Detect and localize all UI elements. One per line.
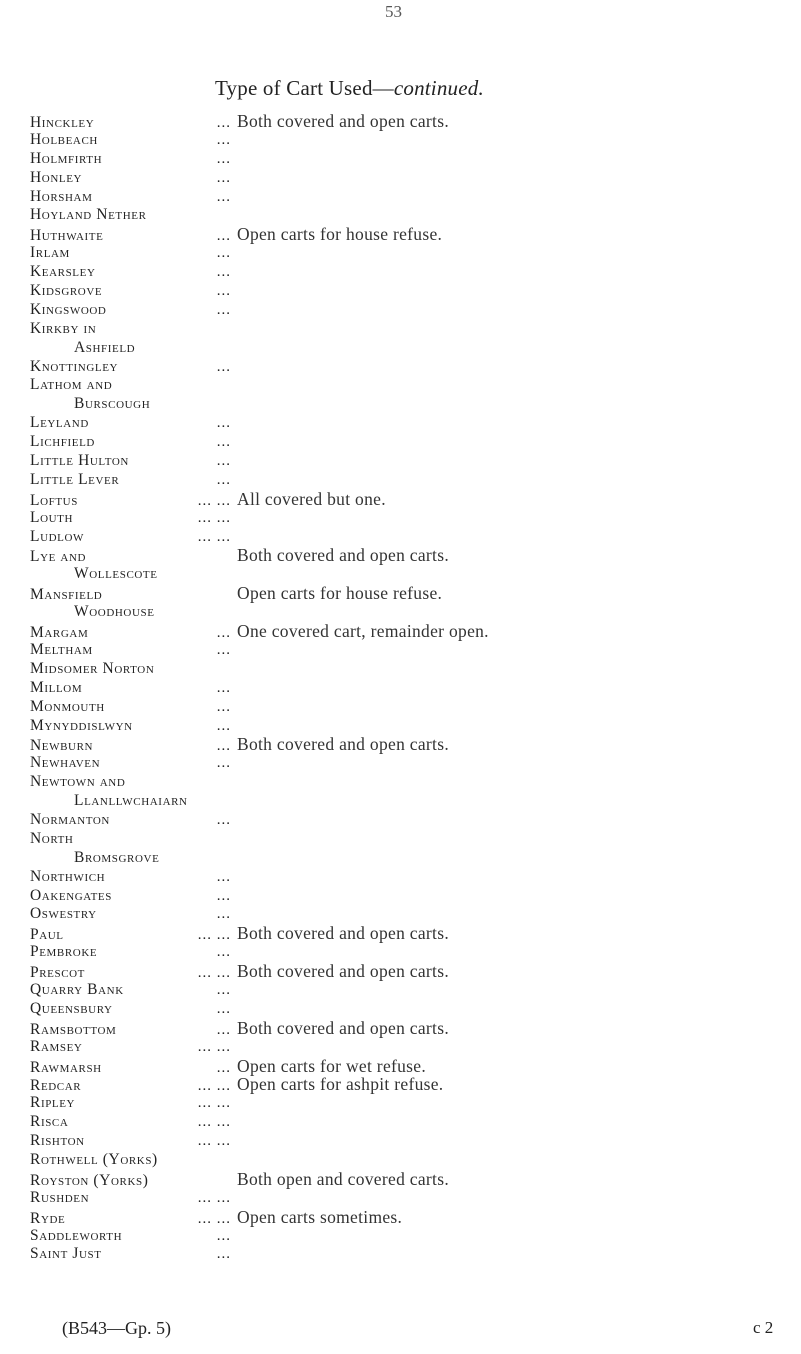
entry-line — [30, 131, 801, 150]
entry-line — [30, 717, 801, 736]
column-heading — [215, 76, 484, 101]
place-name: Margam — [30, 624, 89, 642]
entry-line-continued — [30, 395, 801, 414]
place-name: Lye and — [30, 548, 87, 566]
entry-line — [30, 811, 801, 830]
place-cell — [30, 773, 237, 792]
entry-line — [30, 887, 801, 906]
place-name: Northwich — [30, 867, 106, 885]
leader-dots: ... — [216, 1246, 231, 1263]
place-cell — [30, 1000, 237, 1019]
place-name: Newtown and — [30, 773, 126, 791]
cart-type-note: Both covered and open carts. — [237, 111, 450, 131]
leader-dots: ... ... — [197, 1133, 231, 1150]
list-item — [30, 376, 801, 414]
list-item — [30, 225, 801, 244]
place-name: Hinckley — [30, 114, 95, 131]
entry-line — [30, 320, 801, 339]
entry-line-continued — [30, 792, 801, 811]
list-item — [30, 981, 801, 1000]
entry-line — [30, 622, 801, 641]
leader-dots: ... — [216, 944, 231, 961]
leader-dots: ... — [216, 415, 231, 432]
place-name: Ramsey — [30, 1037, 83, 1055]
place-cell — [30, 131, 237, 150]
list-item — [30, 1189, 801, 1208]
entry-line-continued — [30, 849, 801, 868]
place-name: Oswestry — [30, 905, 97, 923]
list-item — [30, 414, 801, 433]
entry-line — [30, 660, 801, 679]
list-item — [30, 1245, 801, 1264]
leader-dots: ... — [216, 1059, 231, 1076]
entry-line — [30, 509, 801, 528]
entries-list — [30, 112, 801, 1264]
list-item — [30, 112, 801, 131]
cart-type-note: All covered but one. — [237, 488, 386, 509]
leader-dots: ... ... — [197, 1114, 231, 1131]
list-item — [30, 622, 801, 641]
place-cell — [30, 698, 237, 717]
cart-type-note: Both covered and open carts. — [237, 1017, 450, 1038]
place-cell — [30, 981, 237, 1000]
leader-dots: ... — [216, 641, 231, 658]
list-item — [30, 433, 801, 452]
leader-dots: ... ... — [197, 1210, 231, 1227]
entry-line — [30, 1189, 801, 1208]
leader-dots: ... ... — [197, 509, 231, 526]
leader-dots: ... — [216, 188, 231, 205]
entry-line — [30, 263, 801, 282]
cart-type-note: Both open and covered carts. — [237, 1168, 450, 1189]
list-item — [30, 1094, 801, 1113]
place-name: Pembroke — [30, 943, 98, 961]
entry-line — [30, 188, 801, 207]
entry-line — [30, 169, 801, 188]
place-cell — [30, 301, 237, 320]
cart-type-note: Both covered and open carts. — [237, 923, 450, 944]
list-item — [30, 1038, 801, 1057]
entry-line — [30, 924, 801, 943]
entry-line — [30, 641, 801, 660]
place-name: Paul — [30, 926, 64, 944]
entry-line — [30, 528, 801, 547]
list-item — [30, 452, 801, 471]
place-name: Midsomer Norton — [30, 659, 155, 677]
list-item — [30, 811, 801, 830]
place-name: Mansfield — [30, 586, 103, 604]
list-item — [30, 962, 801, 981]
place-name-continued: Llanllwchaiarn — [74, 792, 188, 810]
place-cell — [30, 320, 237, 339]
place-cell — [30, 244, 237, 263]
entry-line — [30, 962, 801, 981]
place-name: Kearsley — [30, 263, 96, 281]
leader-dots: ... — [216, 717, 231, 734]
leader-dots: ... — [216, 1227, 231, 1244]
place-cell — [30, 1245, 237, 1264]
place-cell — [30, 1094, 237, 1113]
place-cell — [30, 169, 237, 188]
list-item — [30, 1057, 801, 1076]
leader-dots: ... — [216, 471, 231, 488]
entry-line — [30, 225, 801, 244]
entry-line — [30, 1000, 801, 1019]
list-item — [30, 471, 801, 490]
place-name: Queensbury — [30, 999, 113, 1017]
place-cell — [30, 679, 237, 698]
place-cell — [30, 282, 237, 301]
place-cell — [30, 830, 237, 849]
list-item — [30, 943, 801, 962]
place-name-continued: Wollescote — [74, 565, 158, 583]
leader-dots: ... — [216, 868, 231, 885]
place-cell — [30, 905, 237, 924]
entry-line — [30, 1057, 801, 1076]
place-name: Quarry Bank — [30, 980, 124, 998]
entry-line — [30, 452, 801, 471]
place-name: Ripley — [30, 1094, 76, 1112]
list-item — [30, 169, 801, 188]
entry-line — [30, 1151, 801, 1170]
list-item — [30, 868, 801, 887]
list-item — [30, 1132, 801, 1151]
leader-dots: ... — [216, 738, 231, 755]
list-item — [30, 282, 801, 301]
list-item — [30, 263, 801, 282]
entry-line — [30, 679, 801, 698]
leader-dots: ... ... — [197, 1078, 231, 1095]
entry-line — [30, 1170, 801, 1189]
place-name: Ryde — [30, 1209, 66, 1227]
list-item — [30, 660, 801, 679]
place-cell — [30, 811, 237, 830]
list-item — [30, 546, 801, 584]
list-item — [30, 301, 801, 320]
leader-dots: ... — [216, 283, 231, 300]
entry-line — [30, 490, 801, 509]
place-name: Monmouth — [30, 697, 105, 715]
list-item — [30, 490, 801, 509]
cart-type-note: Open carts for ashpit refuse. — [237, 1074, 444, 1095]
entry-line — [30, 584, 801, 603]
leader-dots: ... ... — [197, 528, 231, 545]
entry-line — [30, 905, 801, 924]
list-item — [30, 206, 801, 225]
entry-line — [30, 1132, 801, 1151]
entry-line — [30, 981, 801, 1000]
place-name: Huthwaite — [30, 227, 104, 245]
place-name: Horsham — [30, 187, 93, 205]
place-cell — [30, 1151, 237, 1170]
place-name: Newhaven — [30, 754, 101, 772]
entry-line — [30, 112, 801, 131]
place-name: North — [30, 829, 74, 847]
place-cell — [30, 754, 237, 773]
place-name: Millom — [30, 678, 83, 696]
entry-line-continued — [30, 565, 801, 584]
cart-type-note: Both covered and open carts. — [237, 545, 450, 566]
entry-line — [30, 830, 801, 849]
cart-type-note: Open carts for house refuse. — [237, 224, 443, 245]
cart-type-note: One covered cart, remainder open. — [237, 621, 489, 642]
entry-line-continued — [30, 339, 801, 358]
place-cell — [30, 433, 237, 452]
entry-line — [30, 1094, 801, 1113]
entry-line — [30, 206, 801, 225]
entry-line — [30, 1113, 801, 1132]
place-cell — [30, 452, 237, 471]
cart-type-note: Open carts for wet refuse. — [237, 1055, 427, 1076]
list-item — [30, 887, 801, 906]
list-item — [30, 754, 801, 773]
entry-line — [30, 414, 801, 433]
entry-line — [30, 376, 801, 395]
list-item — [30, 641, 801, 660]
place-cell — [30, 641, 237, 660]
place-name: Prescot — [30, 964, 85, 982]
leader-dots: ... — [216, 228, 231, 245]
place-name-continued: Woodhouse — [74, 603, 155, 621]
place-cell — [30, 376, 237, 395]
list-item — [30, 1019, 801, 1038]
place-cell — [30, 1038, 237, 1057]
cart-type-note: Both covered and open carts. — [237, 961, 450, 982]
entry-line — [30, 698, 801, 717]
list-item — [30, 924, 801, 943]
entry-line — [30, 1019, 801, 1038]
place-name: Rothwell (Yorks) — [30, 1150, 158, 1168]
place-name: Holmfirth — [30, 149, 103, 167]
leader-dots: ... — [216, 245, 231, 262]
list-item — [30, 528, 801, 547]
entry-line-continued — [30, 603, 801, 622]
list-item — [30, 1170, 801, 1189]
place-name: Irlam — [30, 244, 70, 262]
place-cell — [30, 414, 237, 433]
leader-dots: ... — [216, 264, 231, 281]
list-item — [30, 1227, 801, 1246]
place-cell — [30, 943, 237, 962]
place-cell — [30, 887, 237, 906]
list-item — [30, 830, 801, 868]
place-name-continued: Burscough — [74, 395, 151, 413]
entry-line — [30, 943, 801, 962]
place-name: Newburn — [30, 737, 94, 755]
entry-line — [30, 773, 801, 792]
entry-line — [30, 546, 801, 565]
place-name: Lichfield — [30, 433, 95, 451]
place-cell — [30, 1113, 237, 1132]
leader-dots: ... — [216, 131, 231, 148]
entry-line — [30, 1208, 801, 1227]
entry-line — [30, 1075, 801, 1094]
cart-type-note: Open carts for house refuse. — [237, 583, 443, 604]
place-name: Knottingley — [30, 357, 119, 375]
place-name: Loftus — [30, 491, 78, 509]
place-cell — [30, 358, 237, 377]
leader-dots: ... ... — [197, 927, 231, 944]
leader-dots: ... — [216, 453, 231, 470]
leader-dots: ... — [216, 115, 231, 131]
place-name: Louth — [30, 508, 74, 526]
entry-line — [30, 1038, 801, 1057]
place-name: Royston (Yorks) — [30, 1171, 149, 1189]
place-name: Holbeach — [30, 130, 98, 148]
place-cell — [30, 1189, 237, 1208]
cart-type-note: Open carts sometimes. — [237, 1206, 403, 1227]
place-name: Kingswood — [30, 300, 107, 318]
list-item — [30, 320, 801, 358]
list-item — [30, 717, 801, 736]
leader-dots: ... — [216, 434, 231, 451]
entry-line — [30, 1227, 801, 1246]
list-item — [30, 1208, 801, 1227]
entry-line — [30, 358, 801, 377]
place-name: Rushden — [30, 1188, 90, 1206]
leader-dots: ... ... — [197, 492, 231, 509]
place-cell — [30, 150, 237, 169]
place-name: Kidsgrove — [30, 282, 103, 300]
list-item — [30, 244, 801, 263]
list-item — [30, 509, 801, 528]
list-item — [30, 131, 801, 150]
place-cell — [30, 868, 237, 887]
place-name: Leyland — [30, 414, 89, 432]
leader-dots: ... — [216, 906, 231, 923]
entry-line — [30, 754, 801, 773]
place-name: Hoyland Nether — [30, 206, 147, 224]
list-item — [30, 905, 801, 924]
place-name: Little Hulton — [30, 452, 129, 470]
place-name: Kirkby in — [30, 319, 97, 337]
place-name: Risca — [30, 1113, 69, 1131]
place-name: Mynyddislwyn — [30, 716, 133, 734]
entry-line — [30, 1245, 801, 1264]
list-item — [30, 1113, 801, 1132]
place-cell — [30, 188, 237, 207]
place-cell — [30, 206, 237, 225]
leader-dots: ... ... — [197, 965, 231, 982]
entry-line — [30, 868, 801, 887]
place-cell — [30, 509, 237, 528]
leader-dots: ... — [216, 301, 231, 318]
place-name: Oakengates — [30, 886, 112, 904]
entry-line — [30, 244, 801, 263]
leader-dots: ... — [216, 169, 231, 186]
list-item — [30, 358, 801, 377]
footer-reference: (B543—Gp. 5) — [62, 1318, 171, 1338]
place-cell — [30, 263, 237, 282]
entry-line — [30, 150, 801, 169]
cart-type-note: Both covered and open carts. — [237, 734, 450, 755]
place-name: Saint Just — [30, 1245, 102, 1263]
leader-dots: ... — [216, 150, 231, 167]
leader-dots: ... — [216, 755, 231, 772]
leader-dots: ... — [216, 358, 231, 375]
place-name: Rawmarsh — [30, 1058, 102, 1076]
place-name: Honley — [30, 168, 83, 186]
leader-dots: ... — [216, 811, 231, 828]
place-name: Ramsbottom — [30, 1020, 117, 1038]
place-cell — [30, 528, 237, 547]
list-item — [30, 584, 801, 622]
entry-line — [30, 433, 801, 452]
list-item — [30, 735, 801, 754]
place-name: Redcar — [30, 1077, 82, 1095]
entry-line — [30, 282, 801, 301]
signature-mark: c 2 — [753, 1318, 774, 1337]
list-item — [30, 188, 801, 207]
place-cell — [30, 1132, 237, 1151]
place-name-continued: Ashfield — [74, 338, 136, 356]
leader-dots: ... — [216, 1000, 231, 1017]
place-cell — [30, 660, 237, 679]
leader-dots: ... — [216, 1021, 231, 1038]
place-name: Lathom and — [30, 376, 113, 394]
list-item — [30, 698, 801, 717]
column-heading-main: Type of Cart Used— — [215, 76, 394, 100]
leader-dots: ... ... — [197, 1038, 231, 1055]
place-name: Meltham — [30, 640, 93, 658]
list-item — [30, 1151, 801, 1170]
place-name-continued: Bromsgrove — [74, 848, 160, 866]
place-name: Normanton — [30, 810, 110, 828]
list-item — [30, 1000, 801, 1019]
place-cell — [30, 471, 237, 490]
list-item — [30, 1075, 801, 1094]
list-item — [30, 679, 801, 698]
leader-dots: ... — [216, 981, 231, 998]
leader-dots: ... — [216, 625, 231, 642]
place-name: Rishton — [30, 1132, 85, 1150]
list-item — [30, 773, 801, 811]
leader-dots: ... — [216, 698, 231, 715]
leader-dots: ... ... — [197, 1189, 231, 1206]
leader-dots: ... ... — [197, 1095, 231, 1112]
column-heading-continued: continued. — [393, 76, 484, 100]
leader-dots: ... — [216, 887, 231, 904]
entry-line — [30, 301, 801, 320]
entry-line — [30, 471, 801, 490]
place-cell — [30, 717, 237, 736]
page-number: 53 — [385, 2, 402, 21]
place-cell — [30, 1227, 237, 1246]
place-cell — [30, 1059, 237, 1078]
entry-line — [30, 735, 801, 754]
list-item — [30, 150, 801, 169]
leader-dots: ... — [216, 679, 231, 696]
place-name: Little Lever — [30, 470, 120, 488]
place-name: Ludlow — [30, 527, 85, 545]
place-name: Saddleworth — [30, 1226, 123, 1244]
